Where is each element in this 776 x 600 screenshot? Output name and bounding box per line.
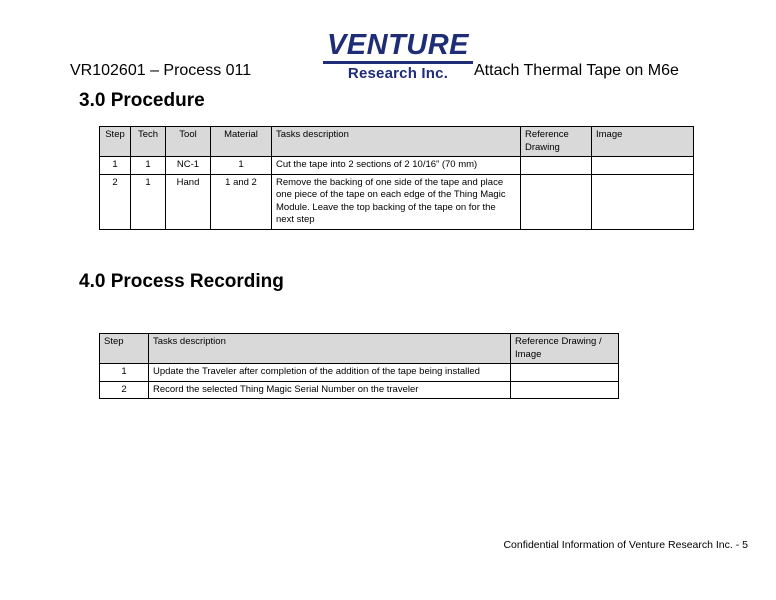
column-header-reference-drawing-image: Reference Drawing / Image bbox=[511, 334, 619, 364]
company-logo bbox=[318, 31, 478, 81]
cell-task-description: Record the selected Thing Magic Serial Number on the traveler bbox=[149, 381, 511, 399]
table-row bbox=[100, 381, 619, 399]
cell-step: 1 bbox=[100, 364, 149, 382]
column-header-step: Step bbox=[100, 334, 149, 364]
process-recording-table bbox=[99, 333, 619, 399]
table-header-row bbox=[100, 334, 619, 364]
cell-image bbox=[592, 157, 694, 175]
section-heading-procedure: 3.0 Procedure bbox=[79, 90, 205, 111]
cell-step: 2 bbox=[100, 174, 131, 229]
table-row bbox=[100, 174, 694, 229]
section-heading-process-recording: 4.0 Process Recording bbox=[79, 271, 284, 292]
cell-reference-drawing-image bbox=[511, 381, 619, 399]
column-header-material: Material bbox=[211, 127, 272, 157]
document-subject: Attach Thermal Tape on M6e bbox=[474, 62, 679, 79]
column-header-tech: Tech bbox=[131, 127, 166, 157]
document-id: VR102601 – Process 011 bbox=[70, 62, 252, 79]
column-header-image: Image bbox=[592, 127, 694, 157]
cell-tech: 1 bbox=[131, 174, 166, 229]
cell-material: 1 bbox=[211, 157, 272, 175]
column-header-reference-drawing: Reference Drawing bbox=[521, 127, 592, 157]
column-header-step: Step bbox=[100, 127, 131, 157]
table-row bbox=[100, 157, 694, 175]
cell-step: 2 bbox=[100, 381, 149, 399]
logo-underline-rule bbox=[323, 61, 473, 64]
column-header-tasks-description: Tasks description bbox=[272, 127, 521, 157]
cell-task-description: Cut the tape into 2 sections of 2 10/16” (70 mm) bbox=[272, 157, 521, 175]
cell-tech: 1 bbox=[131, 157, 166, 175]
cell-step: 1 bbox=[100, 157, 131, 175]
cell-material: 1 and 2 bbox=[211, 174, 272, 229]
column-header-tasks-description: Tasks description bbox=[149, 334, 511, 364]
table-header-row bbox=[100, 127, 694, 157]
cell-reference-drawing bbox=[521, 157, 592, 175]
cell-image bbox=[592, 174, 694, 229]
cell-reference-drawing-image bbox=[511, 364, 619, 382]
cell-task-description: Update the Traveler after completion of the addition of the tape being installed bbox=[149, 364, 511, 382]
table-row bbox=[100, 364, 619, 382]
logo-wordmark-venture: VENTURE bbox=[326, 29, 470, 61]
cell-task-description: Remove the backing of one side of the tape and place one piece of the tape on each edge of the Thing Magic Module. Leave the top backing of the tape on for the next step bbox=[272, 174, 521, 229]
footer-confidentiality-notice: Confidential Information of Venture Research Inc. - 5 bbox=[503, 539, 748, 551]
cell-reference-drawing bbox=[521, 174, 592, 229]
cell-tool: Hand bbox=[166, 174, 211, 229]
logo-wordmark-research: Research Inc. bbox=[347, 65, 449, 82]
procedure-table bbox=[99, 126, 694, 230]
column-header-tool: Tool bbox=[166, 127, 211, 157]
cell-tool: NC-1 bbox=[166, 157, 211, 175]
